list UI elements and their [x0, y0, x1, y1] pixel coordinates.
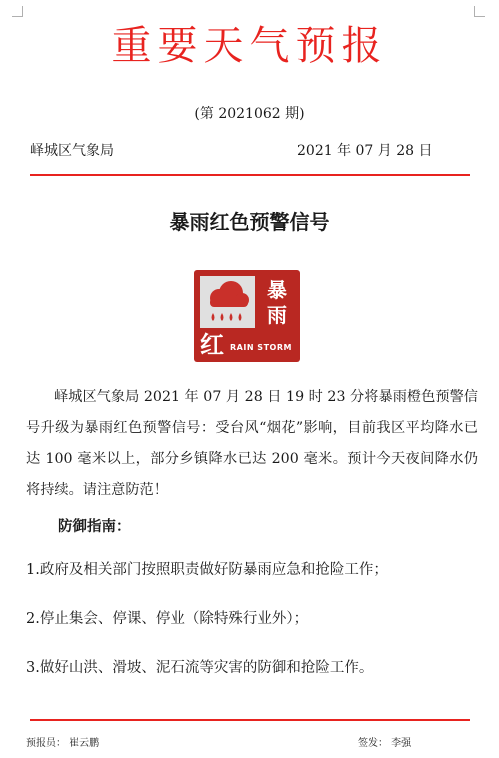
guide-item-2: 2.停止集会、停课、停业（除特殊行业外）； [26, 611, 309, 627]
footer-divider [30, 719, 470, 721]
warning-body-paragraph: 峄城区气象局 2021 年 07 月 28 日 19 时 23 分将暴雨橙色预警信号升级为暴雨红色预警信号：受台风“烟花”影响，目前我区平均降水已达 100 毫米以上，部分乡镇降水已达 200 毫米。预计今天夜间降水仍将持续。请注意防范！ [26, 389, 478, 498]
header-divider [30, 174, 470, 176]
issue-number: (第 2021062 期) [194, 106, 305, 122]
page-corner-mark-right [474, 6, 485, 17]
rainstorm-red-warning-icon [194, 270, 300, 362]
forecaster-line: 预报员： 崔云鹏 [26, 738, 100, 749]
signer-line: 签发： 李强 [358, 738, 412, 749]
badge-icon-panel [200, 276, 255, 328]
rain-cloud-icon [200, 276, 255, 328]
guide-item-3: 3.做好山洪、滑坡、泥石流等灾害的防御和抢险工作。 [26, 660, 374, 676]
badge-english-label: RAIN STORM [230, 343, 292, 352]
badge-char-rain: 雨 [267, 303, 287, 327]
issue-date: 2021 年 07 月 28 日 [297, 143, 433, 159]
guide-item-1: 1.政府及相关部门按照职责做好防暴雨应急和抢险工作； [26, 562, 388, 578]
defense-guide-title: 防御指南： [58, 518, 131, 535]
warning-signal-heading: 暴雨红色预警信号 [169, 210, 330, 234]
page-corner-mark-left [12, 6, 23, 17]
badge-char-rain-storm: 暴 [267, 278, 287, 302]
document-title: 重要天气预报 [111, 23, 388, 69]
issuer-name: 峄城区气象局 [30, 143, 114, 159]
badge-level-char: 红 [200, 331, 224, 359]
